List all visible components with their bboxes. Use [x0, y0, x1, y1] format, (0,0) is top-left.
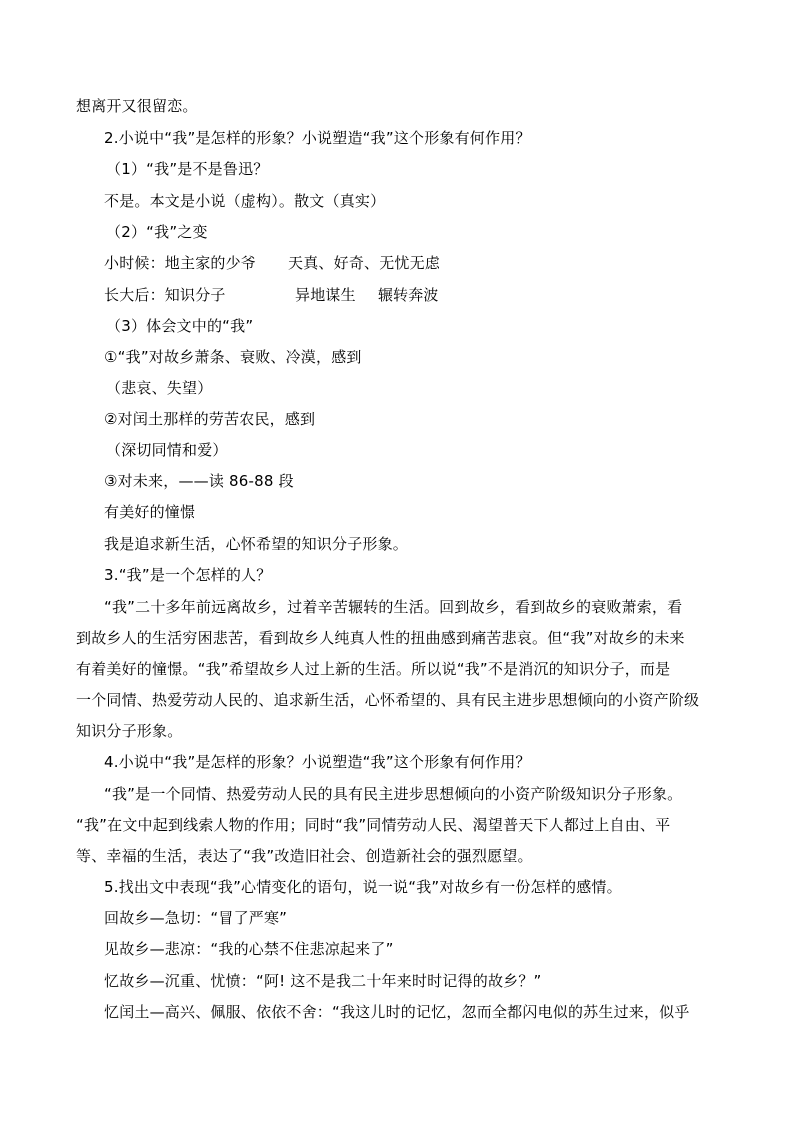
- sub-heading: （2）“我”之变: [106, 223, 208, 241]
- question-heading: 4.小说中“我”是怎样的形象？小说塑造“我”这个形象有何作用？: [104, 753, 531, 771]
- text-line: 见故乡—悲凉：“我的心禁不住悲凉起来了”: [104, 940, 394, 958]
- paragraph-line: “我”在文中起到线索人物的作用；同时“我”同情劳动人民、渴望普天下人都过上自由、平: [76, 816, 671, 834]
- text-line: 回故乡—急切：“冒了严寒”: [104, 909, 288, 927]
- paragraph-line: 一个同情、热爱劳动人民的、追求新生活，心怀希望的、具有民主进步思想倾向的小资产阶级: [76, 691, 700, 709]
- paragraph-line: 有着美好的憧憬。“我”希望故乡人过上新的生活。所以说“我”不是消沉的知识分子，而是: [76, 660, 671, 678]
- text-line: ①“我”对故乡萧条、衰败、冷漠，感到: [104, 348, 362, 366]
- text-line: 忆闰土—高兴、佩服、依依不舍：“我这儿时的记忆，忽而全都闪电似的苏生过来，似乎: [104, 1003, 690, 1021]
- change-trait: 异地谋生: [295, 286, 356, 304]
- sub-heading: （3）体会文中的“我”: [106, 317, 254, 335]
- text-line: ②对闰土那样的劳苦农民，感到: [104, 410, 316, 428]
- change-trait: 天真、好奇、无忧无虑: [288, 254, 441, 272]
- change-label: 小时候：地主家的少爷: [104, 254, 257, 272]
- paragraph-line: “我”二十多年前远离故乡，过着辛苦辗转的生活。回到故乡，看到故乡的衰败萧索，看: [104, 598, 683, 616]
- question-heading: 2.小说中“我”是怎样的形象？小说塑造“我”这个形象有何作用？: [104, 129, 531, 147]
- text-line: ③对未来，——读 86-88 段: [104, 472, 294, 490]
- text-line: （深切同情和爱）: [106, 441, 228, 459]
- text-line: 忆故乡—沉重、忧愤：“阿! 这不是我二十年来时时记得的故乡？”: [104, 972, 542, 990]
- sub-heading: （1）“我”是不是鲁迅？: [106, 160, 269, 178]
- text-line: （悲哀、失望）: [106, 379, 213, 397]
- text-line: 有美好的憧憬: [104, 503, 196, 521]
- change-row: [104, 285, 439, 305]
- change-label: 长大后：知识分子: [104, 286, 226, 304]
- change-trait: 辗转奔波: [377, 286, 439, 304]
- change-row: [104, 253, 440, 273]
- question-heading: 3.“我”是一个怎样的人？: [104, 566, 272, 584]
- paragraph-line: 知识分子形象。: [76, 722, 183, 740]
- text-line: 不是。本文是小说（虚构）。散文（真实）: [104, 192, 386, 210]
- paragraph-line: 到故乡人的生活穷困悲苦，看到故乡人纯真人性的扭曲感到痛苦悲哀。但“我”对故乡的未来: [76, 629, 685, 647]
- paragraph-line: 等、幸福的生活，表达了“我”改造旧社会、创造新社会的强烈愿望。: [76, 847, 533, 865]
- question-heading: 5.找出文中表现“我”心情变化的语句，说一说“我”对故乡有一份怎样的感情。: [104, 878, 622, 896]
- paragraph-line: “我”是一个同情、热爱劳动人民的具有民主进步思想倾向的小资产阶级知识分子形象。: [104, 785, 683, 803]
- text-line: 想离开又很留恋。: [76, 97, 198, 115]
- text-line: 我是追求新生活，心怀希望的知识分子形象。: [104, 535, 409, 553]
